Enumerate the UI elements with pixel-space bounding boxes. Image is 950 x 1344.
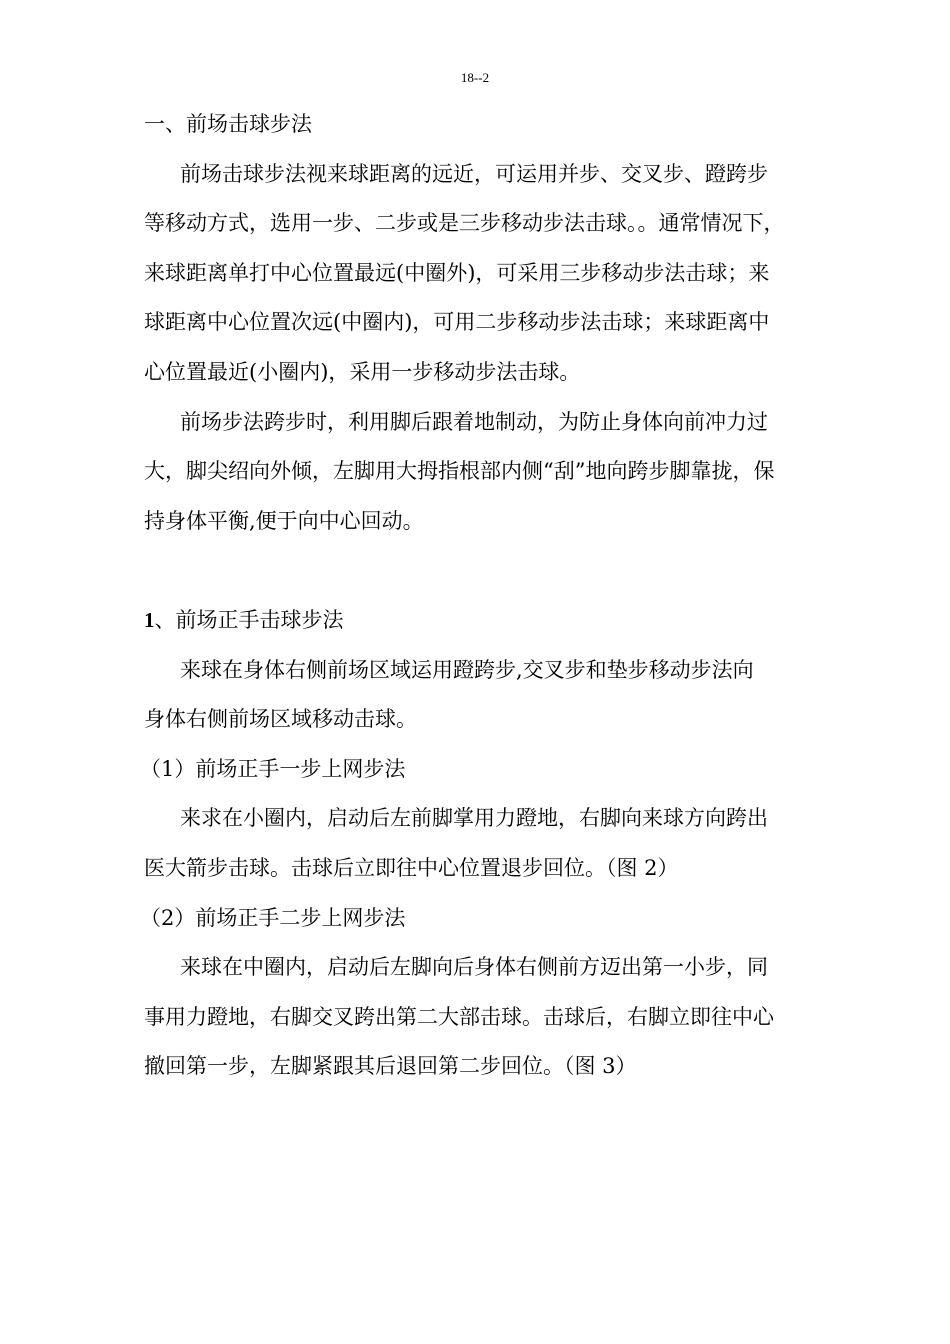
subsection-title — [144, 596, 809, 646]
item-1-paragraph — [144, 794, 809, 893]
paragraph-line: 来球在中圈内，启动后左脚向后身体右侧前方迈出第一小步，同 — [180, 955, 768, 980]
paragraph-line: 前场步法跨步时，利用脚后跟着地制动，为防止身体向前冲力过 — [180, 409, 768, 434]
paragraph-line: 前场击球步法视来球距离的远近，可运用并步、交叉步、蹬跨步 — [180, 161, 768, 186]
paragraph-line: 心位置最近(小圈内)，采用一步移动步法击球。 — [144, 359, 581, 384]
paragraph-line: 医大箭步击球。击球后立即往中心位置退步回位。（图 2） — [144, 855, 679, 880]
paragraph-line: 大，脚尖绍向外倾，左脚用大拇指根部内侧“刮”地向跨步脚靠拢，保 — [144, 459, 775, 484]
paragraph-line: 撤回第一步，左脚紧跟其后退回第二步回位。（图 3） — [144, 1054, 637, 1079]
section-paragraph-2 — [144, 398, 809, 547]
paragraph-line: 来求在小圈内，启动后左前脚掌用力蹬地，右脚向来球方向跨出 — [180, 806, 768, 831]
paragraph-line: 持身体平衡,便于向中心回动。 — [144, 508, 424, 533]
blank-line — [144, 546, 809, 596]
subsection-paragraph-1 — [144, 646, 809, 745]
paragraph-line: 身体右侧前场区域移动击球。 — [144, 707, 417, 732]
section-paragraph-1 — [144, 150, 809, 398]
paragraph-line: 来球距离单打中心位置最远(中圈外)，可采用三步移动步法击球；来 — [144, 260, 770, 285]
item-1-title: （1）前场正手一步上网步法 — [140, 756, 406, 781]
paragraph-line: 球距离中心位置次远(中圈内)，可用二步移动步法击球；来球距离中 — [144, 310, 770, 335]
subsection-title-text: 、前场正手击球步法 — [154, 607, 344, 632]
item-2-paragraph — [144, 943, 809, 1092]
paragraph-line: 来球在身体右侧前场区域运用蹬跨步,交叉步和垫步移动步法向 — [180, 657, 754, 682]
document-body — [140, 100, 809, 1092]
page-number: 18--2 — [460, 70, 490, 85]
section-title: 一、前场击球步法 — [144, 112, 312, 136]
subsection-number: 1 — [144, 607, 155, 632]
paragraph-line: 等移动方式，选用一步、二步或是三步移动步法击球。。通常情况下， — [144, 211, 785, 236]
item-2-title: （2）前场正手二步上网步法 — [140, 905, 406, 930]
paragraph-line: 事用力蹬地，右脚交叉跨出第二大部击球。击球后，右脚立即往中心 — [144, 1004, 774, 1029]
